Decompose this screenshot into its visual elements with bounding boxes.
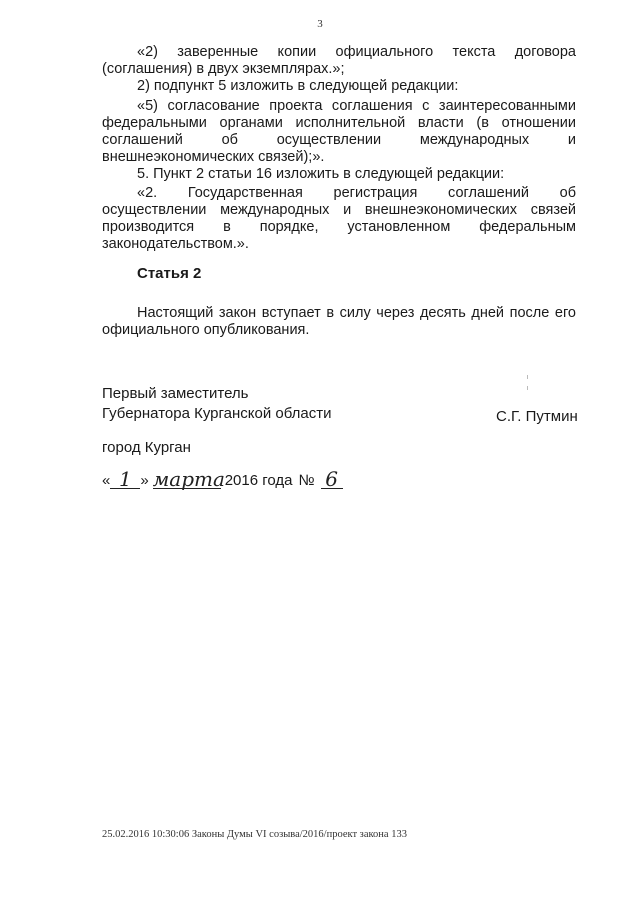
footer-path: 25.02.2016 10:30:06 Законы Думы VI созыва/2016/проект закона 133 <box>102 829 407 840</box>
article-heading: Статья 2 <box>137 265 202 282</box>
article-line: официального опубликования. <box>102 322 310 338</box>
body-line: «2. Государственная регистрация соглашений об <box>137 185 576 201</box>
signatory-name: С.Г. Путмин <box>496 408 578 425</box>
body-line: законодательством.». <box>102 236 249 252</box>
body-line: «5) согласование проекта соглашения с заинтересованными <box>137 98 576 114</box>
body-line: осуществлении международных и внешнеэкономических связей <box>102 202 576 218</box>
signatory-position-line1: Первый заместитель <box>102 385 249 402</box>
body-line: 2) подпункт 5 изложить в следующей редакции: <box>137 78 459 94</box>
date-line <box>102 467 343 491</box>
document-number-handwritten: 6 <box>321 470 343 489</box>
body-line: 5. Пункт 2 статьи 16 изложить в следующей редакции: <box>137 166 505 182</box>
article-line: Настоящий закон вступает в силу через десять дней после его <box>137 305 576 321</box>
signatory-position-line2: Губернатора Курганской области <box>102 405 332 422</box>
date-month-handwritten: марта <box>152 467 225 491</box>
date-day-handwritten: 1 <box>110 470 140 489</box>
body-line: «2) заверенные копии официального текста договора <box>137 44 576 60</box>
body-line: соглашений об осуществлении международных и <box>102 132 576 148</box>
date-year: 2016 года <box>224 472 293 489</box>
body-line: (соглашения) в двух экземплярах.»; <box>102 61 345 77</box>
body-line: внешнеэкономических связей);». <box>102 149 325 165</box>
number-label: № <box>298 472 315 489</box>
city: город Курган <box>102 439 191 456</box>
scan-mark <box>527 375 528 379</box>
body-line: производится в порядке, установленном федеральным <box>102 219 576 235</box>
page-number: 3 <box>317 18 323 30</box>
scan-mark <box>527 386 528 390</box>
date-close-quote: » <box>140 472 149 489</box>
date-open-quote: « <box>102 472 111 489</box>
body-line: федеральными органами исполнительной власти (в отношении <box>102 115 576 131</box>
